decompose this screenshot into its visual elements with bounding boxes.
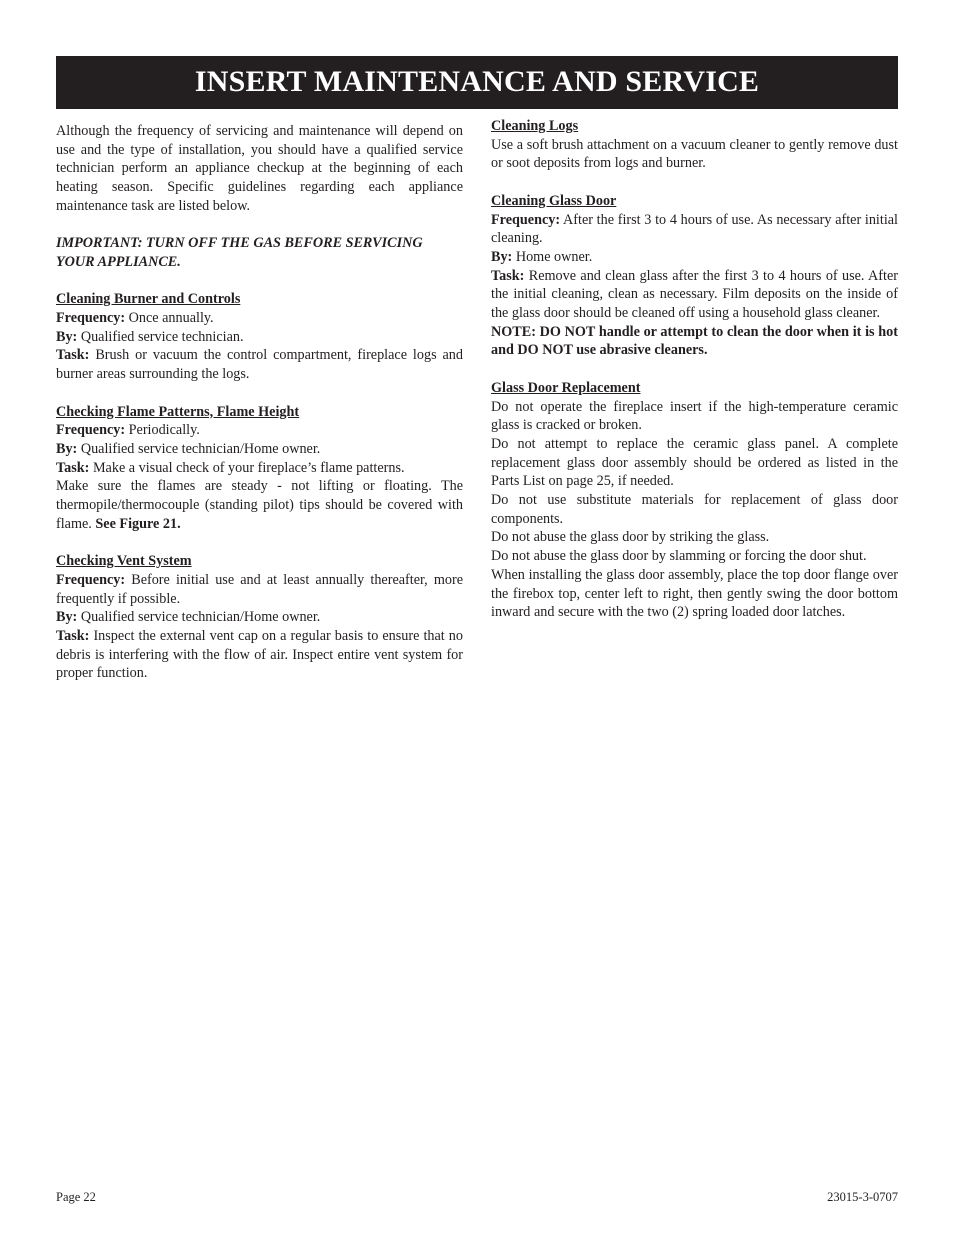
burner-heading: Cleaning Burner and Controls	[56, 291, 241, 308]
flame-heading: Checking Flame Patterns, Flame Height	[56, 403, 300, 420]
frequency-value: Periodically.	[125, 422, 200, 439]
flame-detail	[56, 477, 463, 533]
glass-by	[491, 248, 898, 267]
frequency-label: Frequency:	[491, 211, 561, 228]
burner-task	[56, 346, 463, 383]
vent-by	[56, 608, 463, 627]
flame-frequency	[56, 421, 463, 440]
glass-note: NOTE: DO NOT handle or attempt to clean the door when it is hot and DO NOT use abrasive cleaners.	[491, 323, 898, 359]
by-label: By:	[56, 609, 78, 626]
task-label: Task:	[56, 627, 90, 644]
task-label: Task:	[491, 267, 525, 284]
burner-by	[56, 328, 463, 347]
task-value: Brush or vacuum the control compartment, fireplace logs and burner areas surrounding the logs.	[56, 347, 463, 383]
by-label: By:	[491, 248, 513, 265]
frequency-value: After the first 3 to 4 hours of use. As necessary after initial cleaning.	[491, 211, 898, 247]
page-number: Page 22	[56, 1190, 96, 1204]
document-number: 23015-3-0707	[827, 1190, 898, 1204]
task-value: Remove and clean glass after the first 3 to 4 hours of use. After the initial cleaning, clean as necessary. Film deposits on the inside of the glass door should be cleaned off using a household glass cleaner.	[491, 267, 898, 322]
glass-task	[491, 267, 898, 323]
replacement-paragraph: When installing the glass door assembly, place the top door flange over the firebox top, center left to right, then gently swing the door bottom inward and secure with the two (2) spring loaded door latches.	[491, 566, 898, 621]
vent-heading: Checking Vent System	[56, 553, 192, 570]
task-value: Inspect the external vent cap on a regular basis to ensure that no debris is interfering with the flow of air. Inspect entire vent system for proper function.	[56, 627, 463, 682]
replacement-paragraph: Do not abuse the glass door by slamming or forcing the door shut.	[491, 548, 867, 565]
logs-text: Use a soft brush attachment on a vacuum cleaner to gently remove dust or soot deposits from logs and burner.	[491, 136, 898, 172]
intro-paragraph: Although the frequency of servicing and maintenance will depend on use and the type of installation, you should have a qualified service technician perform an appliance checkup at the beginning of each heating season. Specific guidelines regarding each appliance maintenance task are listed below.	[56, 123, 463, 214]
figure-reference: See Figure 21.	[95, 515, 181, 532]
by-value: Qualified service technician/Home owner.	[77, 609, 321, 626]
flame-by	[56, 440, 463, 459]
burner-frequency	[56, 309, 463, 328]
important-warning: IMPORTANT: TURN OFF THE GAS BEFORE SERVICING YOUR APPLIANCE.	[56, 235, 423, 270]
section-title: INSERT MAINTENANCE AND SERVICE	[194, 65, 760, 99]
right-column	[491, 117, 898, 622]
task-value: Make a visual check of your fireplace’s flame patterns.	[89, 459, 405, 476]
frequency-label: Frequency:	[56, 422, 126, 439]
replacement-heading: Glass Door Replacement	[491, 379, 641, 396]
flame-task	[56, 459, 463, 478]
task-label: Task:	[56, 347, 90, 364]
left-column	[56, 122, 463, 683]
frequency-label: Frequency:	[56, 310, 126, 326]
glass-frequency	[491, 211, 898, 248]
vent-task	[56, 627, 463, 683]
frequency-label: Frequency:	[56, 571, 126, 588]
replacement-paragraph: Do not use substitute materials for replacement of glass door components.	[491, 492, 898, 527]
replacement-paragraph: Do not attempt to replace the ceramic glass panel. A complete replacement glass door assembly should be ordered as listed in the Parts List on page 25, if needed.	[491, 435, 898, 490]
by-label: By:	[56, 328, 78, 345]
by-value: Home owner.	[512, 248, 593, 265]
glass-heading: Cleaning Glass Door	[491, 192, 617, 209]
logs-heading: Cleaning Logs	[491, 118, 579, 134]
task-label: Task:	[56, 459, 90, 476]
replacement-paragraph: Do not operate the fireplace insert if the high-temperature ceramic glass is cracked or broken.	[491, 398, 898, 434]
by-value: Qualified service technician.	[77, 328, 244, 345]
section-title-banner	[56, 56, 898, 109]
vent-frequency	[56, 571, 463, 608]
replacement-paragraph: Do not abuse the glass door by striking the glass.	[491, 529, 770, 546]
by-value: Qualified service technician/Home owner.	[77, 440, 321, 457]
frequency-value: Before initial use and at least annually thereafter, more frequently if possible.	[56, 571, 463, 607]
flame-detail-text: Make sure the flames are steady - not lifting or floating. The thermopile/thermocouple (standing pilot) tips should be covered with flame.	[56, 478, 463, 532]
frequency-value: Once annually.	[125, 310, 214, 326]
by-label: By:	[56, 440, 78, 457]
